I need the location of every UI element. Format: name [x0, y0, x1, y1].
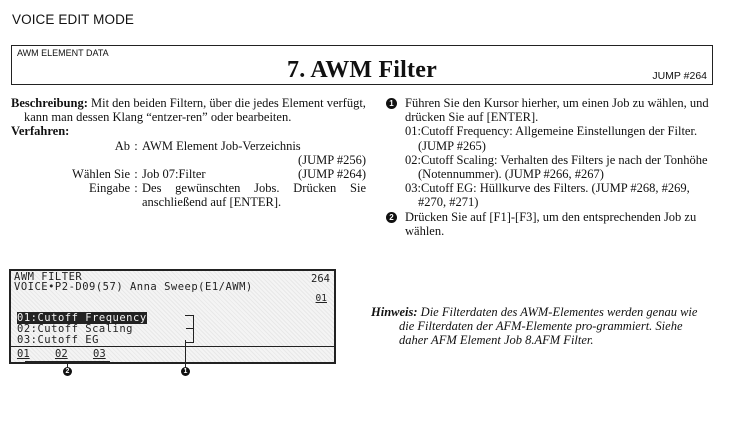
callout-2-icon: 2 — [386, 212, 397, 223]
procedure-row-from — [11, 139, 366, 167]
lcd-voice-line: VOICE•P2-D09(57) Anna Sweep(E1/AWM) — [14, 281, 253, 293]
note-text: Die Filterdaten des AWM-Elementes werden genau wie die Filterdaten der AFM-Elemente pro-grammiert. Siehe daher AFM Element Job 8.AFM Filter. — [399, 304, 698, 347]
lcd-divider — [11, 346, 334, 347]
procedure-value: AWM Element Job-Verzeichnis — [142, 138, 301, 153]
right-column — [384, 96, 714, 238]
left-column — [11, 96, 366, 210]
lcd-element-number[interactable]: 01 — [315, 293, 327, 304]
procedure-key: Wählen Sie — [72, 167, 130, 182]
procedure-jump: (JUMP #264) — [298, 167, 366, 182]
callout-2-icon: 2 — [63, 367, 72, 376]
lcd-function-keys — [17, 349, 131, 360]
procedure-value: Des gewünschten Jobs. Drücken Sie anschließend auf [ENTER]. — [142, 181, 366, 210]
job-description: 02:Cutoff Scaling: Verhalten des Filters je nach der Tonhöhe (Notennummer). (JUMP #266, #267) — [405, 152, 708, 182]
mode-heading: VOICE EDIT MODE — [12, 12, 135, 27]
lcd-title: AWM FILTER — [14, 271, 83, 283]
procedure-row-select — [11, 167, 366, 181]
section-header-box — [11, 45, 713, 85]
lcd-screen — [9, 269, 336, 364]
function-key-f2[interactable]: 02 — [55, 348, 68, 360]
callout-1-icon: 1 — [386, 98, 397, 109]
job-bracket — [185, 315, 194, 343]
jump-reference: JUMP #264 — [652, 70, 707, 82]
colon: : — [134, 167, 138, 182]
procedure-value: Job 07:Filter — [142, 167, 206, 182]
callout-leader-1 — [185, 340, 186, 367]
function-key-f1[interactable]: 01 — [17, 348, 30, 360]
instruction-text: Drücken Sie auf [F1]-[F3], um den entsprechenden Job zu wählen. — [405, 209, 697, 238]
note-label: Hinweis: — [371, 304, 418, 319]
description — [11, 96, 366, 124]
lcd-job-item[interactable]: 02:Cutoff Scaling — [17, 323, 134, 335]
procedure-row-enter — [11, 181, 366, 209]
job-description: 01:Cutoff Frequency: Allgemeine Einstellungen der Filter. (JUMP #265) — [405, 124, 698, 153]
procedure-jump: (JUMP #256) — [298, 152, 366, 167]
instruction-2 — [384, 210, 714, 238]
lcd-job-item[interactable]: 01:Cutoff Frequency — [17, 312, 147, 324]
page-title: 7. AWM Filter — [287, 57, 437, 83]
procedure-key: Ab — [114, 138, 130, 153]
procedure-key: Eingabe — [89, 181, 130, 196]
section-label: AWM ELEMENT DATA — [17, 48, 109, 58]
colon: : — [134, 181, 138, 196]
instruction-text: Führen Sie den Kursor hierher, um einen Job zu wählen, und drücken Sie auf [ENTER]. — [405, 96, 709, 125]
description-label: Beschreibung: — [11, 96, 88, 110]
lcd-job-item[interactable]: 03:Cutoff EG — [17, 334, 99, 346]
description-text: Mit den beiden Filtern, über die jedes Element verfügt, kann man dessen Klang “entzer-ren” oder bearbeiten. — [24, 96, 366, 125]
job-description: 03:Cutoff EG: Hüllkurve des Filters. (JUMP #268, #269, #270, #271) — [405, 181, 690, 210]
function-key-f3[interactable]: 03 — [93, 348, 106, 360]
callout-1-icon: 1 — [181, 367, 190, 376]
procedure-label: Verfahren: — [11, 124, 70, 139]
note — [371, 305, 714, 348]
colon: : — [134, 138, 138, 153]
lcd-page-number: 264 — [311, 273, 330, 285]
instruction-1 — [384, 96, 714, 210]
